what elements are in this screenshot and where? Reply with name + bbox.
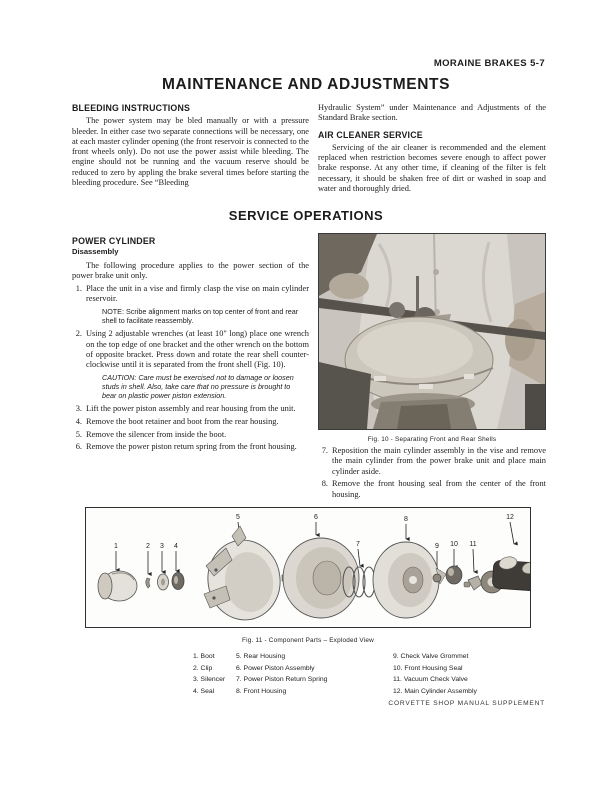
step-number: 8. [321,479,328,489]
part-item: 2. Clip [193,664,213,672]
air-cleaner-body: Servicing of the air cleaner is recommended and the element replaced when restriction becomes severe enough to affect power brake response. At any other time, if cleaning of the filter is felt necessary, it should be shaken free of dirt or washed in soap and water and thoroughly dried. [318,142,546,194]
part-vacuum-check-valve [464,576,482,590]
step-text: Remove the boot retainer and boot from the rear housing. [86,416,279,426]
part-seal [172,573,184,590]
fig11-caption: Fig. 11 - Component Parts – Exploded View [242,637,374,644]
part-silencer [158,574,169,590]
callout-10: 10 [450,541,458,548]
callout-6: 6 [314,514,318,521]
part-item: 4. Seal [193,687,215,695]
callout-8: 8 [404,516,408,523]
step-text: Remove the power piston return spring from the front housing. [86,442,297,452]
callout-7: 7 [356,541,360,548]
fig10-photo-illustration [319,234,545,429]
part-item: 11. Vacuum Check Valve [393,676,468,684]
part-item: 6. Power Piston Assembly [236,664,315,672]
part-item: 10. Front Housing Seal [393,664,463,672]
part-item: 12. Main Cylinder Assembly [393,687,477,695]
parts-list-column-1 [193,651,225,697]
step-5 [72,430,309,440]
part-item: 8. Front Housing [236,687,287,695]
disassembly-heading: Disassembly [72,247,119,257]
bleeding-body: The power system may be bled manually or with a pressure bleeder. In either case two separate connections will be necessary, one at each master cylinder opening (the front reservoir is connected to the front wheels only). Do not use the power assist while bleeding. The engine should not be running and the vacuum reserve should be reduced to zero by appling the brake several times before starting the bleeding procedure. See “Bleeding [72,116,309,188]
step-text: Reposition the main cylinder assembly in the vise and remove the main cylinder from the power brake unit and place main cylinder aside. [332,446,546,476]
part-check-valve-grommet [433,574,441,582]
fig10-photo [318,233,546,430]
callout-3: 3 [160,543,164,550]
part-front-housing-seal [446,566,462,584]
service-operations-heading: SERVICE OPERATIONS [228,208,384,223]
fig10-caption: Fig. 10 - Separating Front and Rear Shells [367,436,497,443]
step-8 [318,479,546,500]
fig11-exploded-illustration [86,508,530,627]
part-rear-housing [203,526,285,625]
callout-11: 11 [469,541,477,548]
step-number: 3. [75,403,82,413]
step-text: Using 2 adjustable wrenches (at least 10" long) place one wrench on the top edge of one bracket and the other wrench on the bottom of opposite bracket. Press down and rotate the rear shell counter-clockwise until it is separated from the front shell (Fig. 10). [86,329,309,370]
bleeding-continuation: Hydraulic System” under Maintenance and Adjustments of the Standard Brake section. [318,103,546,123]
parts-list-column-2 [236,651,327,697]
part-item: 1. Boot [193,653,215,660]
callout-4: 4 [174,543,178,550]
bleeding-heading: BLEEDING INSTRUCTIONS [72,103,191,113]
callout-2: 2 [146,543,150,550]
step-number: 4. [75,416,82,426]
step-text: Lift the power piston assembly and rear housing from the unit. [86,403,296,413]
note-block: NOTE: Scribe alignment marks on top center of front and rear shell to facilitate reassembly. [102,307,299,326]
page-header: MORAINE BRAKES 5-7 [433,58,545,69]
step-4 [72,417,309,427]
part-item: 5. Rear Housing [236,653,286,660]
power-cylinder-heading: POWER CYLINDER [72,236,156,246]
step-number: 5. [75,429,82,439]
callout-1: 1 [114,543,118,550]
fig11-diagram [85,507,531,628]
step-1 [72,284,309,305]
caution-block: CAUTION: Care must be exercised not to damage or loosen studs in shell. Also, take care that no pressure is brought to bear on plastic power piston extension. [102,372,294,400]
power-cylinder-section [72,236,309,455]
step-text: Place the unit in a vise and firmly clasp the vise on main cylinder reservoir. [86,284,309,304]
step-text: Remove the front housing seal from the center of the front housing. [332,479,546,499]
disassembly-intro: The following procedure applies to the power section of the power brake unit only. [72,260,309,280]
step-7 [318,446,546,477]
step-text: Remove the silencer from inside the boot. [86,429,227,439]
callout-5: 5 [236,514,240,521]
step-number: 1. [75,284,82,294]
page-title: MAINTENANCE AND ADJUSTMENTS [161,76,451,93]
step-6 [72,442,309,452]
part-item: 3. Silencer [193,676,226,684]
parts-list-column-3 [393,651,477,697]
page-footer: CORVETTE SHOP MANUAL SUPPLEMENT [388,700,545,707]
bleeding-section [72,103,309,188]
right-steps-column [318,446,546,502]
right-top-column [318,103,546,194]
air-cleaner-heading: AIR CLEANER SERVICE [318,129,423,140]
step-2 [72,329,309,370]
step-number: 2. [75,329,82,339]
part-item: 9. Check Valve Grommet [393,653,469,660]
callout-9: 9 [435,543,439,550]
step-number: 6. [75,442,82,452]
step-3 [72,404,309,414]
part-item: 7. Power Piston Return Spring [236,676,328,684]
step-number: 7. [321,446,328,455]
part-boot [98,571,137,601]
part-clip [146,578,150,588]
part-power-piston [282,538,359,618]
callout-12: 12 [506,514,514,521]
part-main-cylinder [481,555,530,593]
